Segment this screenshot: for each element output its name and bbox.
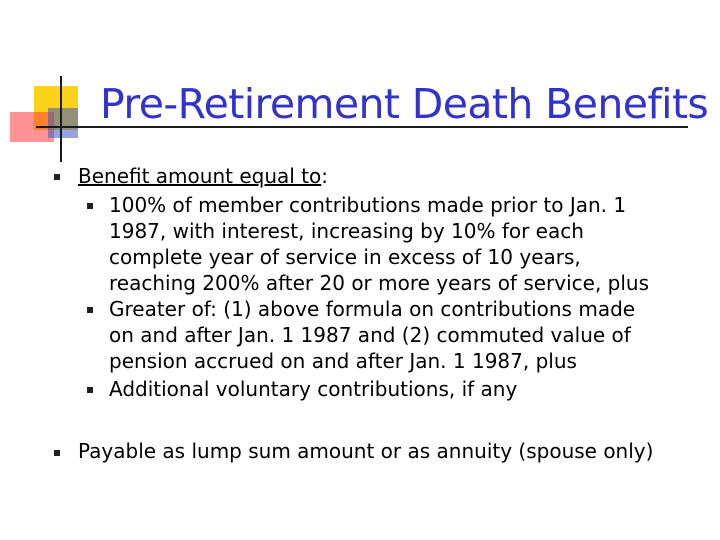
subbullet-icon — [87, 387, 93, 393]
subbullet-2-line-1: Greater of: (1) above formula on contributions made — [109, 297, 636, 321]
bullet-icon — [54, 174, 60, 180]
subbullet-1-line-1: 100% of member contributions made prior to Jan. 1 — [109, 193, 627, 217]
subbullet-1-line-4: reaching 200% after 20 or more years of service, plus — [109, 271, 650, 295]
page-title: Pre-Retirement Death Benefits — [100, 80, 709, 128]
subbullet-1-line-3: complete year of service in excess of 10 years, — [109, 245, 581, 269]
subbullet-2-line-3: pension accrued on and after Jan. 1 1987, plus — [109, 349, 577, 373]
subbullet-3-line-1: Additional voluntary contributions, if any — [109, 377, 518, 401]
logo-vertical-rule — [60, 76, 62, 162]
bullet-1-label-underlined: Benefit amount equal to — [78, 164, 322, 188]
logo-blue-square — [48, 108, 78, 138]
bullet-2-text: Payable as lump sum amount or as annuity (spouse only) — [78, 439, 654, 463]
bullet-icon — [54, 450, 60, 456]
subbullet-1-line-2: 1987, with interest, increasing by 10% for each — [109, 219, 584, 243]
bullet-1-label-suffix: : — [321, 164, 329, 188]
bullet-1-label — [78, 163, 328, 189]
subbullet-icon — [87, 203, 93, 209]
subbullet-icon — [87, 307, 93, 313]
subbullet-2-line-2: on and after Jan. 1 1987 and (2) commuted value of — [109, 323, 631, 347]
